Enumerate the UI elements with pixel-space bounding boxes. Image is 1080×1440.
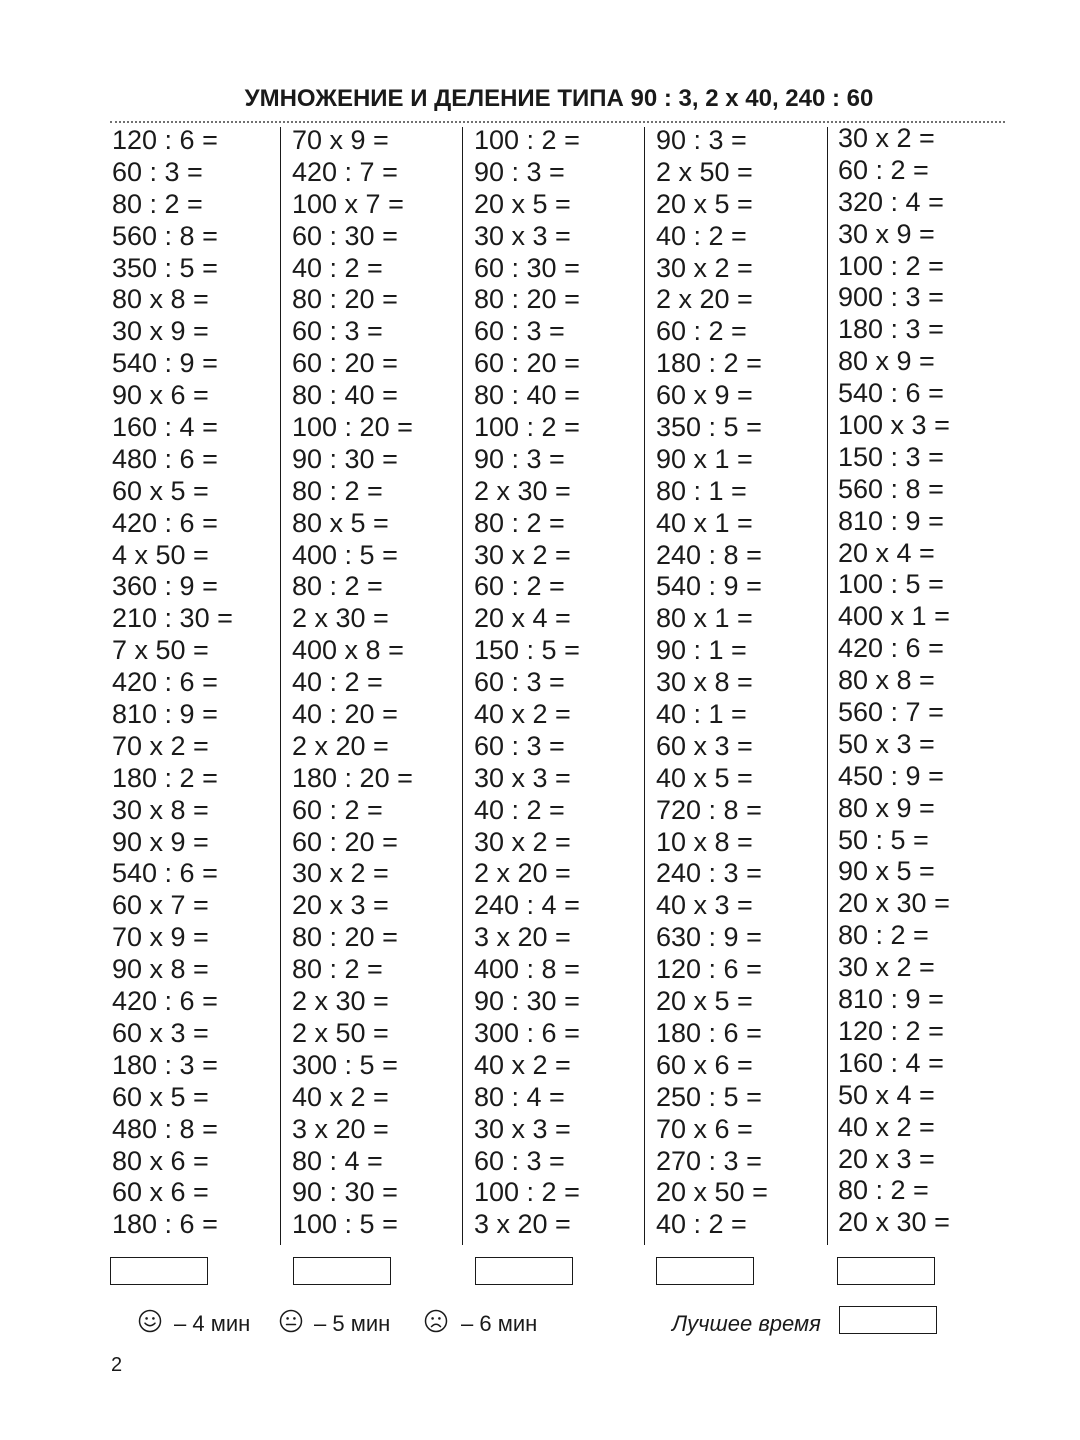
exercise-item: 80 : 20 = <box>474 284 580 315</box>
exercise-item: 30 x 3 = <box>474 220 571 251</box>
exercise-item: 180 : 6 = <box>112 1209 218 1240</box>
neutral-face-icon <box>279 1309 303 1333</box>
exercise-item: 150 : 5 = <box>474 635 580 666</box>
exercise-item: 90 : 3 = <box>474 443 565 474</box>
exercise-item: 80 x 1 = <box>656 603 753 634</box>
exercise-item: 120 : 2 = <box>838 1015 944 1046</box>
exercise-item: 40 : 2 = <box>292 667 383 698</box>
exercise-item: 420 : 6 = <box>112 507 218 538</box>
exercise-item: 40 x 3 = <box>656 890 753 921</box>
exercise-item: 90 : 3 = <box>656 125 747 155</box>
exercise-item: 180 : 3 = <box>112 1049 218 1080</box>
exercise-item: 400 x 1 = <box>838 601 950 632</box>
exercise-item: 810 : 9 = <box>112 699 218 730</box>
exercise-item: 80 : 2 = <box>838 920 929 951</box>
exercise-item: 40 : 1 = <box>656 699 747 730</box>
exercise-item: 180 : 6 = <box>656 1017 762 1048</box>
exercise-item: 20 x 4 = <box>838 537 935 568</box>
exercise-item: 480 : 6 = <box>112 443 218 474</box>
exercise-item: 900 : 3 = <box>838 282 944 313</box>
exercise-item: 240 : 8 = <box>656 539 762 570</box>
exercise-item: 30 x 3 = <box>474 762 571 793</box>
exercise-item: 2 x 20 = <box>474 858 571 889</box>
exercise-item: 810 : 9 = <box>838 505 944 536</box>
exercise-item: 160 : 4 = <box>112 412 218 443</box>
exercise-item: 20 x 4 = <box>474 603 571 634</box>
exercise-item: 420 : 6 = <box>838 633 944 664</box>
exercise-item: 160 : 4 = <box>838 1047 944 1078</box>
exercise-item: 100 : 2 = <box>474 125 580 155</box>
exercise-item: 60 : 20 = <box>292 348 398 379</box>
exercise-item: 80 x 6 = <box>112 1145 209 1176</box>
exercise-item: 60 x 5 = <box>112 1081 209 1112</box>
exercise-item: 60 x 7 = <box>112 890 209 921</box>
exercise-column-2 <box>292 125 460 1241</box>
exercise-item: 810 : 9 = <box>838 984 944 1015</box>
best-time-label: Лучшее время <box>672 1311 821 1336</box>
exercise-item: 180 : 20 = <box>292 762 413 793</box>
exercise-item: 80 : 1 = <box>656 475 747 506</box>
exercise-item: 100 : 5 = <box>292 1209 398 1240</box>
exercise-item: 4 x 50 = <box>112 539 209 570</box>
exercise-item: 2 x 20 = <box>656 284 753 315</box>
exercise-item: 60 : 20 = <box>292 826 398 857</box>
exercise-item: 30 x 2 = <box>292 858 389 889</box>
exercise-item: 100 x 7 = <box>292 188 404 219</box>
exercise-item: 80 x 9 = <box>838 346 935 377</box>
exercise-item: 20 x 50 = <box>656 1177 768 1208</box>
exercise-item: 40 : 2 = <box>656 220 747 251</box>
legend-time-slow: – 6 мин <box>461 1311 538 1336</box>
exercise-column-5 <box>838 123 1006 1239</box>
exercise-item: 100 : 20 = <box>292 412 413 443</box>
exercise-item: 20 x 30 = <box>838 1207 950 1238</box>
exercise-item: 70 x 6 = <box>656 1113 753 1144</box>
exercise-item: 60 : 2 = <box>292 794 383 825</box>
exercise-item: 90 x 8 = <box>112 954 209 985</box>
exercise-item: 100 : 2 = <box>474 1177 580 1208</box>
exercise-item: 300 : 5 = <box>292 1049 398 1080</box>
column-divider <box>644 127 645 1245</box>
exercise-item: 30 x 9 = <box>112 316 209 347</box>
exercise-item: 80 : 2 = <box>292 475 383 506</box>
exercise-item: 60 : 20 = <box>474 348 580 379</box>
exercise-item: 180 : 3 = <box>838 314 944 345</box>
exercise-item: 90 x 5 = <box>838 856 935 887</box>
exercise-item: 450 : 9 = <box>838 760 944 791</box>
exercise-item: 50 : 5 = <box>838 824 929 855</box>
exercise-item: 40 x 2 = <box>474 1049 571 1080</box>
exercise-item: 50 x 3 = <box>838 728 935 759</box>
exercise-item: 20 x 5 = <box>474 188 571 219</box>
exercise-item: 540 : 6 = <box>838 378 944 409</box>
exercise-item: 60 : 2 = <box>474 571 565 602</box>
exercise-item: 30 x 2 = <box>838 123 935 153</box>
exercise-item: 10 x 8 = <box>656 826 753 857</box>
exercise-item: 60 x 3 = <box>112 1017 209 1048</box>
exercise-item: 3 x 20 = <box>474 1209 571 1240</box>
exercise-column-3 <box>474 125 642 1241</box>
column-divider <box>827 127 828 1245</box>
exercise-item: 2 x 30 = <box>292 603 389 634</box>
exercise-item: 80 : 2 = <box>474 507 565 538</box>
exercise-item: 350 : 5 = <box>112 252 218 283</box>
exercise-item: 30 x 3 = <box>474 1113 571 1144</box>
exercise-item: 70 x 9 = <box>292 125 389 155</box>
answer-box-column-2 <box>293 1257 391 1285</box>
exercise-item: 180 : 2 = <box>656 348 762 379</box>
exercise-item: 80 : 40 = <box>292 380 398 411</box>
legend-time-medium: – 5 мин <box>314 1311 391 1336</box>
exercise-item: 40 x 5 = <box>656 762 753 793</box>
exercise-item: 120 : 6 = <box>112 125 218 155</box>
page-title: УМНОЖЕНИЕ И ДЕЛЕНИЕ ТИПА 90 : 3, 2 x 40, 240 : 60 <box>244 85 874 112</box>
answer-box-column-3 <box>475 1257 573 1285</box>
exercise-item: 60 x 6 = <box>112 1177 209 1208</box>
answer-box-column-1 <box>110 1257 208 1285</box>
exercise-item: 20 x 3 = <box>292 890 389 921</box>
exercise-item: 2 x 20 = <box>292 730 389 761</box>
exercise-item: 60 : 3 = <box>474 316 565 347</box>
exercise-item: 3 x 20 = <box>292 1113 389 1144</box>
exercise-item: 60 : 2 = <box>838 154 929 185</box>
exercise-item: 80 x 8 = <box>112 284 209 315</box>
exercise-column-4 <box>656 125 824 1241</box>
exercise-item: 2 x 50 = <box>656 156 753 187</box>
exercise-item: 420 : 6 = <box>112 667 218 698</box>
exercise-item: 80 : 2 = <box>112 188 203 219</box>
exercise-item: 720 : 8 = <box>656 794 762 825</box>
exercise-item: 30 x 2 = <box>656 252 753 283</box>
answer-box-column-5 <box>837 1257 935 1285</box>
exercise-item: 40 : 2 = <box>656 1209 747 1240</box>
exercise-item: 50 x 4 = <box>838 1079 935 1110</box>
exercise-item: 60 x 5 = <box>112 475 209 506</box>
exercise-column-1 <box>112 125 280 1241</box>
exercise-item: 70 x 9 = <box>112 922 209 953</box>
exercise-item: 7 x 50 = <box>112 635 209 666</box>
page-number: 2 <box>111 1354 123 1376</box>
sad-face-icon <box>424 1309 448 1333</box>
exercise-item: 80 x 8 = <box>838 665 935 696</box>
exercise-item: 250 : 5 = <box>656 1081 762 1112</box>
exercise-item: 180 : 2 = <box>112 762 218 793</box>
exercise-item: 630 : 9 = <box>656 922 762 953</box>
best-time-box <box>839 1306 937 1334</box>
exercise-item: 540 : 9 = <box>656 571 762 602</box>
exercise-item: 90 : 3 = <box>474 156 565 187</box>
exercise-item: 40 x 2 = <box>292 1081 389 1112</box>
exercise-item: 150 : 3 = <box>838 441 944 472</box>
exercise-item: 60 : 30 = <box>292 220 398 251</box>
smile-icon <box>138 1309 162 1333</box>
exercise-item: 40 x 2 = <box>474 699 571 730</box>
exercise-item: 80 : 4 = <box>474 1081 565 1112</box>
exercise-item: 40 : 20 = <box>292 699 398 730</box>
exercise-item: 2 x 50 = <box>292 1017 389 1048</box>
exercise-item: 400 : 5 = <box>292 539 398 570</box>
exercise-item: 100 : 2 = <box>474 412 580 443</box>
exercise-item: 480 : 8 = <box>112 1113 218 1144</box>
exercise-item: 20 x 5 = <box>656 188 753 219</box>
exercise-item: 60 : 3 = <box>112 156 203 187</box>
exercise-item: 60 : 3 = <box>474 1145 565 1176</box>
exercise-item: 80 : 20 = <box>292 284 398 315</box>
exercise-item: 420 : 7 = <box>292 156 398 187</box>
exercise-item: 2 x 30 = <box>292 986 389 1017</box>
exercise-item: 30 x 8 = <box>656 667 753 698</box>
exercise-item: 80 : 20 = <box>292 922 398 953</box>
exercise-item: 100 : 2 = <box>838 250 944 281</box>
exercise-item: 20 x 3 = <box>838 1143 935 1174</box>
exercise-item: 20 x 30 = <box>838 888 950 919</box>
exercise-item: 210 : 30 = <box>112 603 233 634</box>
column-divider <box>462 127 463 1245</box>
exercise-item: 400 x 8 = <box>292 635 404 666</box>
exercise-item: 90 : 30 = <box>474 986 580 1017</box>
exercise-item: 320 : 4 = <box>838 186 944 217</box>
exercise-item: 40 : 2 = <box>292 252 383 283</box>
exercise-item: 80 : 2 = <box>292 571 383 602</box>
exercise-item: 60 x 6 = <box>656 1049 753 1080</box>
exercise-item: 540 : 9 = <box>112 348 218 379</box>
exercise-item: 70 x 2 = <box>112 730 209 761</box>
exercise-item: 90 x 9 = <box>112 826 209 857</box>
exercise-item: 270 : 3 = <box>656 1145 762 1176</box>
exercise-item: 100 : 5 = <box>838 569 944 600</box>
exercise-item: 560 : 8 = <box>838 473 944 504</box>
exercise-item: 80 : 4 = <box>292 1145 383 1176</box>
legend-time-fast: – 4 мин <box>174 1311 251 1336</box>
exercise-item: 90 : 1 = <box>656 635 747 666</box>
exercise-item: 30 x 8 = <box>112 794 209 825</box>
exercise-item: 60 : 3 = <box>474 667 565 698</box>
exercise-item: 80 : 2 = <box>838 1175 929 1206</box>
exercise-item: 100 x 3 = <box>838 410 950 441</box>
exercise-item: 60 x 9 = <box>656 380 753 411</box>
exercise-item: 80 x 9 = <box>838 792 935 823</box>
exercise-item: 90 : 30 = <box>292 443 398 474</box>
exercise-item: 360 : 9 = <box>112 571 218 602</box>
exercise-item: 90 x 6 = <box>112 380 209 411</box>
exercise-item: 350 : 5 = <box>656 412 762 443</box>
exercise-item: 540 : 6 = <box>112 858 218 889</box>
exercise-item: 80 : 2 = <box>292 954 383 985</box>
exercise-item: 60 : 3 = <box>474 730 565 761</box>
exercise-item: 60 : 2 = <box>656 316 747 347</box>
exercise-item: 420 : 6 = <box>112 986 218 1017</box>
exercise-item: 2 x 30 = <box>474 475 571 506</box>
column-divider <box>280 127 281 1245</box>
exercise-item: 40 : 2 = <box>474 794 565 825</box>
exercise-item: 30 x 2 = <box>474 826 571 857</box>
exercise-item: 30 x 2 = <box>838 952 935 983</box>
exercise-item: 240 : 4 = <box>474 890 580 921</box>
exercise-item: 30 x 2 = <box>474 539 571 570</box>
exercise-item: 60 x 3 = <box>656 730 753 761</box>
exercise-item: 400 : 8 = <box>474 954 580 985</box>
exercise-item: 560 : 8 = <box>112 220 218 251</box>
answer-box-column-4 <box>656 1257 754 1285</box>
exercise-item: 40 x 2 = <box>838 1111 935 1142</box>
exercise-item: 560 : 7 = <box>838 697 944 728</box>
exercise-item: 120 : 6 = <box>656 954 762 985</box>
exercise-item: 40 x 1 = <box>656 507 753 538</box>
exercise-item: 60 : 30 = <box>474 252 580 283</box>
exercise-item: 80 : 40 = <box>474 380 580 411</box>
exercise-item: 20 x 5 = <box>656 986 753 1017</box>
exercise-item: 80 x 5 = <box>292 507 389 538</box>
exercise-item: 90 x 1 = <box>656 443 753 474</box>
exercise-item: 60 : 3 = <box>292 316 383 347</box>
exercise-item: 240 : 3 = <box>656 858 762 889</box>
exercise-item: 3 x 20 = <box>474 922 571 953</box>
exercise-item: 90 : 30 = <box>292 1177 398 1208</box>
exercise-item: 300 : 6 = <box>474 1017 580 1048</box>
exercise-item: 30 x 9 = <box>838 218 935 249</box>
